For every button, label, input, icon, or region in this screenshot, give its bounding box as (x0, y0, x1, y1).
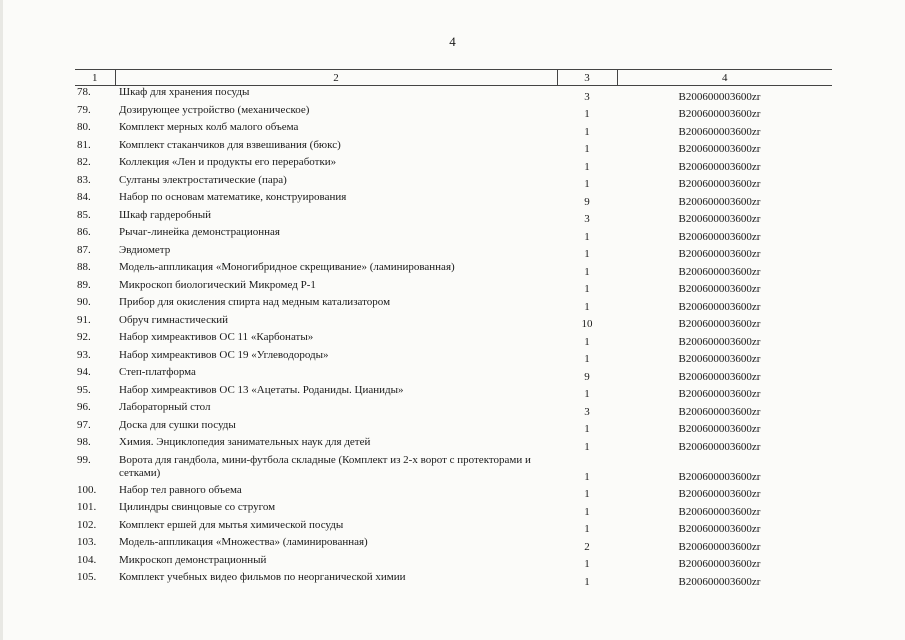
inventory-code-cell: B200600003600zr (678, 353, 761, 365)
item-name-cell: Прибор для окисления спирта над медным катализатором (119, 296, 391, 308)
quantity-cell: 1 (584, 265, 590, 278)
quantity-cell: 1 (584, 440, 590, 453)
quantity-cell: 1 (584, 248, 590, 260)
table-row (75, 454, 832, 484)
inventory-code-cell: B200600003600zr (678, 388, 761, 400)
item-name-cell: Микроскоп биологический Микромед Р-1 (119, 278, 316, 291)
inventory-code-cell: B200600003600zr (678, 300, 761, 313)
inventory-code-cell: B200600003600zr (678, 90, 761, 103)
item-name-cell: Комплект учебных видео фильмов по неорганической химии (119, 571, 406, 583)
quantity-cell: 9 (584, 195, 590, 208)
item-name-cell: Комплект ершей для мытья химической посуды (119, 518, 344, 531)
row-number-cell: 104. (77, 553, 97, 566)
table-row (75, 191, 832, 209)
row-number-cell: 82. (77, 156, 91, 168)
item-name-cell: Лабораторный стол (119, 401, 211, 413)
inventory-code-cell: B200600003600zr (678, 265, 761, 278)
quantity-cell: 1 (584, 178, 590, 190)
table-row (75, 484, 832, 502)
item-name-cell: Набор по основам математике, конструирования (119, 191, 347, 203)
item-name-cell: Ворота для гандбола, мини-футбола складные (Комплект из 2-х ворот с протекторами и сетками) (119, 453, 531, 479)
inventory-code-cell: B200600003600zr (678, 195, 761, 208)
page-number: 4 (449, 34, 456, 49)
item-name-cell: Коллекция «Лен и продукты его переработки» (119, 156, 337, 168)
inventory-code-cell: B200600003600zr (678, 335, 761, 348)
inventory-code-cell: B200600003600zr (678, 423, 761, 435)
quantity-cell: 10 (581, 318, 593, 330)
quantity-cell: 1 (584, 283, 590, 295)
item-name-cell: Доска для сушки посуды (119, 418, 236, 431)
item-name-cell: Микроскоп демонстрационный (119, 553, 267, 566)
table-row (75, 419, 832, 437)
table-row (75, 536, 832, 554)
row-number-cell: 83. (77, 173, 91, 186)
row-number-cell: 93. (77, 348, 91, 361)
row-number-cell: 99. (77, 453, 91, 466)
item-name-cell: Комплект мерных колб малого объема (119, 121, 299, 133)
quantity-cell: 9 (584, 370, 590, 383)
table-row (75, 436, 832, 454)
table-row (75, 501, 832, 519)
row-number-cell: 96. (77, 401, 91, 413)
table-row (75, 554, 832, 572)
item-name-cell: Модель-аппликация «Множества» (ламинированная) (119, 536, 368, 548)
column-header-quantity: 3 (557, 70, 617, 86)
item-name-cell: Шкаф для хранения посуды (119, 86, 250, 98)
table-row (75, 156, 832, 174)
row-number-cell: 98. (77, 436, 91, 448)
table-row (75, 571, 832, 589)
scan-edge (0, 0, 3, 640)
inventory-code-cell: B200600003600zr (678, 318, 761, 330)
item-name-cell: Шкаф гардеробный (119, 208, 212, 221)
quantity-cell: 3 (584, 405, 590, 418)
quantity-cell: 1 (584, 125, 590, 138)
inventory-code-cell: B200600003600zr (678, 470, 761, 483)
item-name-cell: Набор химреактивов ОС 13 «Ацетаты. Роданиды. Цианиды» (119, 383, 404, 396)
quantity-cell: 1 (584, 160, 590, 173)
table-body (75, 86, 832, 589)
inventory-code-cell: B200600003600zr (678, 488, 761, 500)
row-number-cell: 80. (77, 121, 91, 133)
quantity-cell: 1 (584, 335, 590, 348)
quantity-cell: 3 (584, 213, 590, 225)
table-row (75, 209, 832, 227)
row-number-cell: 97. (77, 418, 91, 431)
item-name-cell: Набор химреактивов ОС 19 «Углеводороды» (119, 348, 329, 361)
item-name-cell: Набор тел равного объема (119, 483, 242, 496)
row-number-cell: 101. (77, 501, 97, 513)
column-header-name: 2 (115, 70, 557, 86)
item-name-cell: Набор химреактивов ОС 11 «Карбонаты» (119, 331, 314, 343)
inventory-code-cell: B200600003600zr (678, 143, 761, 155)
quantity-cell: 1 (584, 488, 590, 500)
header-row (75, 70, 832, 86)
quantity-cell: 1 (584, 108, 590, 120)
row-number-cell: 105. (77, 571, 97, 583)
row-number-cell: 103. (77, 536, 97, 548)
row-number-cell: 86. (77, 226, 91, 238)
quantity-cell: 1 (584, 230, 590, 243)
inventory-table (75, 69, 832, 589)
table-row (75, 331, 832, 349)
inventory-code-cell: B200600003600zr (678, 440, 761, 453)
quantity-cell: 1 (584, 353, 590, 365)
row-number-cell: 78. (77, 86, 91, 98)
inventory-code-cell: B200600003600zr (678, 558, 761, 570)
quantity-cell: 3 (584, 90, 590, 103)
row-number-cell: 94. (77, 366, 91, 378)
row-number-cell: 90. (77, 296, 91, 308)
quantity-cell: 1 (584, 470, 590, 483)
item-name-cell: Рычаг-линейка демонстрационная (119, 226, 280, 238)
column-header-number: 1 (75, 70, 115, 86)
table-row (75, 519, 832, 537)
table-row (75, 296, 832, 314)
inventory-code-cell: B200600003600zr (678, 108, 761, 120)
row-number-cell: 100. (77, 483, 97, 496)
table-row (75, 121, 832, 139)
item-name-cell: Султаны электростатические (пара) (119, 173, 287, 186)
table-row (75, 226, 832, 244)
table-row (75, 401, 832, 419)
table-row (75, 139, 832, 157)
row-number-cell: 95. (77, 383, 91, 396)
row-number-cell: 81. (77, 138, 91, 151)
item-name-cell: Цилиндры свинцовые со стругом (119, 501, 276, 513)
quantity-cell: 1 (584, 575, 590, 588)
table-row (75, 314, 832, 332)
row-number-cell: 88. (77, 261, 91, 273)
inventory-code-cell: B200600003600zr (678, 523, 761, 535)
inventory-code-cell: B200600003600zr (678, 160, 761, 173)
table-row (75, 261, 832, 279)
table-row (75, 174, 832, 192)
quantity-cell: 1 (584, 300, 590, 313)
row-number-cell: 87. (77, 243, 91, 256)
row-number-cell: 92. (77, 331, 91, 343)
quantity-cell: 1 (584, 423, 590, 435)
item-name-cell: Химия. Энциклопедия занимательных наук для детей (119, 436, 371, 448)
column-header-code: 4 (617, 70, 832, 86)
item-name-cell: Дозирующее устройство (механическое) (119, 103, 310, 116)
quantity-cell: 1 (584, 523, 590, 535)
row-number-cell: 102. (77, 518, 97, 531)
table-row (75, 244, 832, 262)
table-row (75, 349, 832, 367)
table-row (75, 86, 832, 104)
item-name-cell: Эвдиометр (119, 243, 171, 256)
row-number-cell: 85. (77, 208, 91, 221)
inventory-code-cell: B200600003600zr (678, 505, 761, 518)
inventory-code-cell: B200600003600zr (678, 540, 761, 553)
table-row (75, 104, 832, 122)
row-number-cell: 79. (77, 103, 91, 116)
item-name-cell: Комплект стаканчиков для взвешивания (бюкс) (119, 138, 341, 151)
inventory-code-cell: B200600003600zr (678, 178, 761, 190)
item-name-cell: Обруч гимнастический (119, 313, 229, 326)
quantity-cell: 1 (584, 505, 590, 518)
item-name-cell: Модель-аппликация «Моногибридное скрещивание» (ламинированная) (119, 261, 455, 273)
item-name-cell: Степ-платформа (119, 366, 196, 378)
inventory-code-cell: B200600003600zr (678, 370, 761, 383)
row-number-cell: 89. (77, 278, 91, 291)
inventory-code-cell: B200600003600zr (678, 283, 761, 295)
quantity-cell: 1 (584, 143, 590, 155)
table-row (75, 366, 832, 384)
table-row (75, 384, 832, 402)
table-row (75, 279, 832, 297)
row-number-cell: 91. (77, 313, 91, 326)
inventory-code-cell: B200600003600zr (678, 575, 761, 588)
inventory-code-cell: B200600003600zr (678, 213, 761, 225)
inventory-code-cell: B200600003600zr (678, 405, 761, 418)
quantity-cell: 1 (584, 388, 590, 400)
quantity-cell: 1 (584, 558, 590, 570)
inventory-code-cell: B200600003600zr (678, 230, 761, 243)
inventory-code-cell: B200600003600zr (678, 125, 761, 138)
quantity-cell: 2 (584, 540, 590, 553)
row-number-cell: 84. (77, 191, 91, 203)
inventory-code-cell: B200600003600zr (678, 248, 761, 260)
